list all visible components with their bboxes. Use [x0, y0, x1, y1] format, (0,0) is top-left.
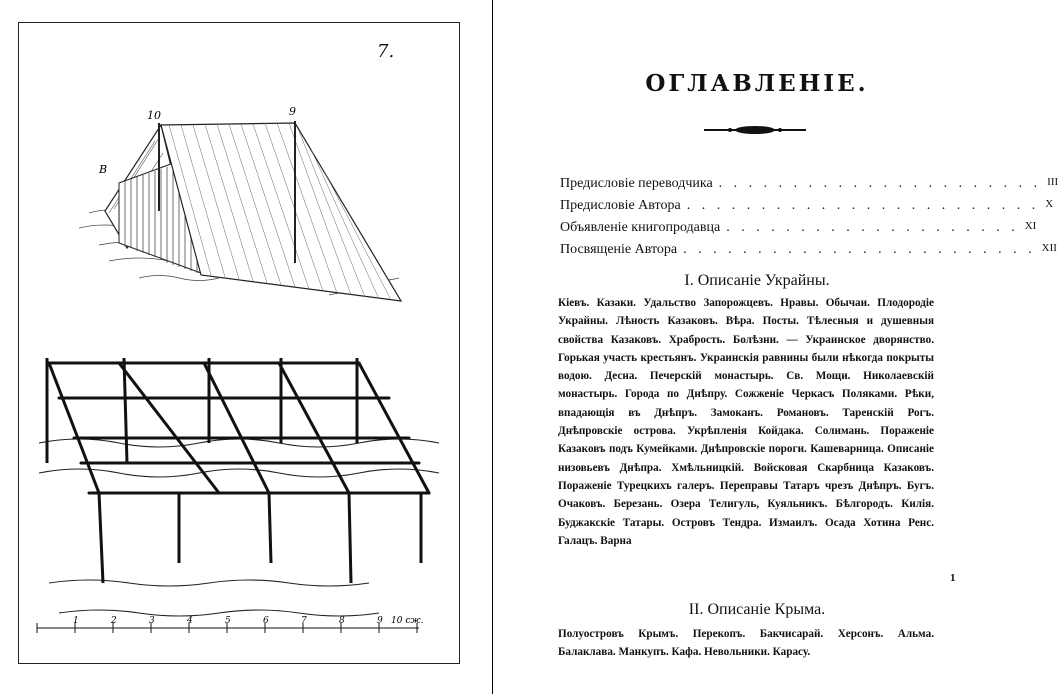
scale-tick: 6	[263, 616, 269, 626]
page-divider	[492, 0, 493, 694]
toc-entry-page: XI	[1024, 220, 1037, 232]
leader-dots: . . . . . . . . . . . . . . . . . . . . . . . .	[683, 242, 1036, 257]
engraving-illustration	[19, 23, 459, 663]
toc-entry[interactable]	[560, 198, 1054, 214]
toc-entry-label: Предисловiе Автора	[560, 198, 681, 213]
leader-dots: . . . . . . . . . . . . . . . . . . . . . . . .	[686, 198, 1040, 213]
toc-entry[interactable]	[560, 176, 1058, 192]
engraving-plate	[18, 22, 460, 664]
toc-entry-label: Объявленiе книгопродавца	[560, 220, 721, 235]
toc-entry-page: X	[1045, 198, 1054, 210]
toc-entry-page: XII	[1041, 242, 1057, 254]
plate-label-side: B	[99, 163, 108, 176]
scale-tick: 2	[111, 616, 117, 626]
toc-title: ОГЛАВЛЕНIЕ.	[645, 70, 869, 97]
toc-entry-label: Предисловiе переводчика	[560, 176, 713, 191]
scale-tick: 9	[377, 616, 383, 626]
toc-entry[interactable]	[560, 220, 1037, 236]
toc-entry-label: Посвященiе Автора	[560, 242, 678, 257]
chapter-title[interactable]: II. Описанiе Крыма.	[688, 601, 826, 618]
chapter-summary: Полуостровъ Крымъ. Перекопъ. Бакчисарай. Херсонъ. Альма. Балаклава. Манкупъ. Кафа. Невольники. Карасу.	[558, 628, 934, 659]
toc-entry-page: III	[1047, 176, 1058, 188]
leader-dots: . . . . . . . . . . . . . . . . . . . .	[726, 220, 1019, 235]
scale-tick: 5	[225, 616, 231, 626]
scale-tick: 7	[301, 616, 307, 626]
scale-tick: 4	[187, 616, 193, 626]
plate-label-top-left: 10	[147, 109, 161, 122]
scale-tick: 1	[73, 616, 79, 626]
leader-dots: . . . . . . . . . . . . . . . . . . . . . .	[718, 176, 1042, 191]
scale-unit: 10 сж.	[391, 616, 424, 626]
ornament-divider	[700, 122, 810, 138]
chapter-title[interactable]: I. Описанiе Украйны.	[684, 272, 830, 289]
scale-tick: 3	[149, 616, 155, 626]
plate-number: 7.	[377, 41, 395, 62]
toc-entry[interactable]	[560, 242, 1057, 258]
chapter-page: 1	[950, 572, 956, 584]
chapter-summary: Кiевъ. Казаки. Удальство Запорожцевъ. Нравы. Обычаи. Плодородiе Украйны. Лѣность Казаковъ. Вѣра. Посты. Тѣлесныя и душевныя свойства Казаковъ. Храбрость. Болѣзни. — Украинское дворянство. Горькая участь крестьянъ. Украинскiя равнины были нѣкогда покрыты водою. Десна. Печерскiй монастырь. Св. Мощи. Николаевскiй монастырь. Города по Днѣпру. Сожженiе Черкасъ Поляками. Рѣки, впадающiя въ Днѣпръ. Замоканъ. Романовъ. Таренскiй Рогъ. Днѣпровскiе острова. Укрѣпленiя Койдака. Солимань. Пораженiе Казаковъ подъ Кумейками. Днѣпровскiе пороги. Кашеварница. Описанiе низовьевъ Днѣпра. Хмѣльницкiй. Войсковая Скарбница Казаковъ. Пораженiе Турецкихъ галеръ. Переправы Татаръ чрезъ Днѣпръ. Бугъ. Очаковъ. Березань. Озера Телигуль, Куяльникъ. Бѣлгородъ. Килiя. Буджакскiе Татары. Островъ Тендра. Измаилъ. Осада Хотина Ренс. Галацъ. Варна	[558, 297, 934, 547]
scale-tick: 8	[339, 616, 345, 626]
plate-label-top-right: 9	[289, 105, 296, 118]
